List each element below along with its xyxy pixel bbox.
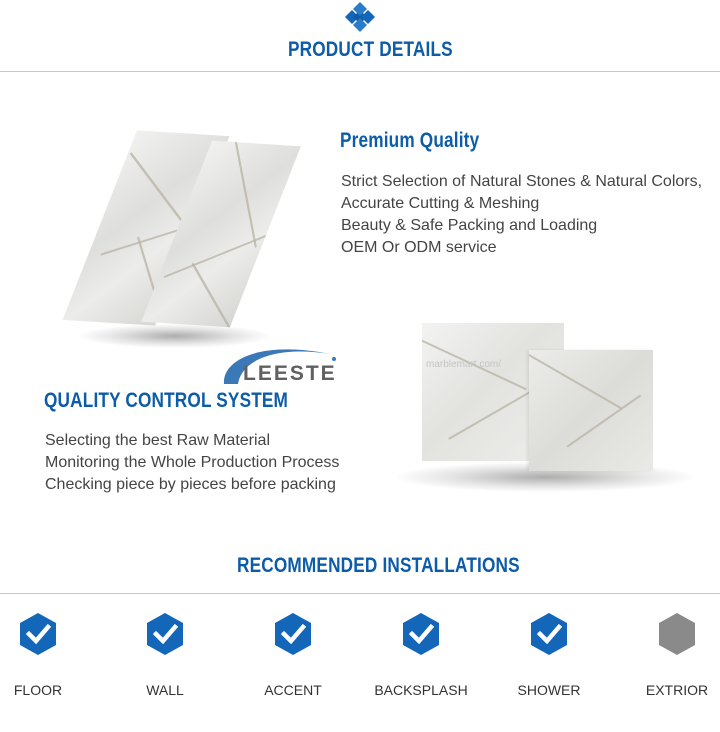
brand-logo <box>220 340 340 392</box>
brand-name: LEESTE <box>243 362 337 385</box>
installation-label: SHOWER <box>517 682 581 698</box>
installation-wall <box>115 612 215 698</box>
installation-label: FLOOR <box>13 682 63 698</box>
premium-quality-list <box>341 171 711 259</box>
installation-label: EXTRIOR <box>645 682 709 698</box>
quality-control-heading: QUALITY CONTROL SYSTEM <box>44 389 289 412</box>
divider <box>0 71 720 72</box>
installation-floor <box>0 612 88 698</box>
qc-line: Selecting the best Raw Material <box>45 432 270 449</box>
product-details-heading: PRODUCT DETAILS <box>288 38 453 61</box>
qc-line: Checking piece by pieces before packing <box>45 476 336 493</box>
check-hexagon-icon <box>273 612 313 656</box>
installation-backsplash <box>371 612 471 698</box>
qc-line: Monitoring the Whole Production Process <box>45 454 340 471</box>
recommended-installations-heading: RECOMMENDED INSTALLATIONS <box>237 554 520 577</box>
diamond-logo-icon <box>337 2 383 32</box>
grey-hexagon-icon <box>657 612 697 656</box>
premium-quality-heading: Premium Quality <box>340 129 480 152</box>
installation-shower <box>499 612 599 698</box>
divider <box>0 593 720 594</box>
premium-line: OEM Or ODM service <box>341 239 497 256</box>
installation-label: WALL <box>146 682 184 698</box>
quality-control-list <box>45 430 375 496</box>
installation-accent <box>243 612 343 698</box>
watermark: marblemart.com/ <box>426 359 502 370</box>
check-hexagon-icon <box>529 612 569 656</box>
premium-line: Beauty & Safe Packing and Loading <box>341 217 598 234</box>
marble-tile-image <box>529 350 653 471</box>
premium-line: Accurate Cutting & Meshing <box>341 195 540 212</box>
installation-label: BACKSPLASH <box>374 682 468 698</box>
check-hexagon-icon <box>18 612 58 656</box>
check-hexagon-icon <box>401 612 441 656</box>
check-hexagon-icon <box>145 612 185 656</box>
premium-line: Strict Selection of Natural Stones & Natural Colors, <box>341 173 703 190</box>
installation-extrior <box>627 612 720 698</box>
installation-label: ACCENT <box>264 682 322 698</box>
